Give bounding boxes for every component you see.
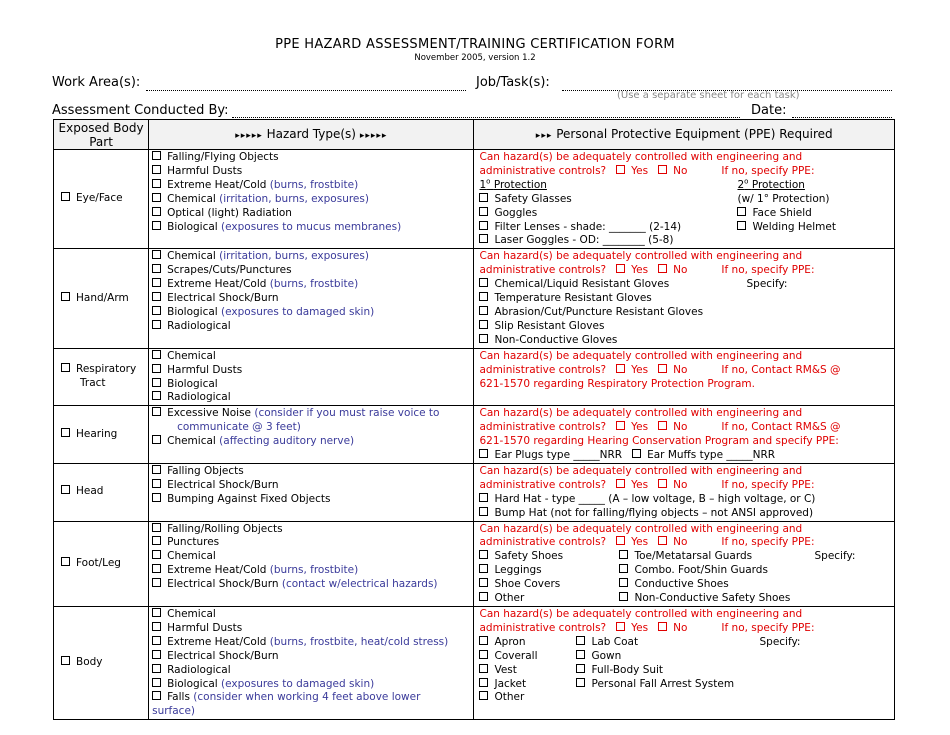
table-row-respiratory xyxy=(54,348,895,406)
hearing-contact-note: 621-1570 regarding Hearing Conservation Program and specify PPE: xyxy=(479,435,839,448)
yes-checkbox[interactable] xyxy=(616,364,625,373)
yes-checkbox[interactable] xyxy=(616,622,625,631)
checkbox[interactable] xyxy=(152,479,161,488)
checkbox[interactable] xyxy=(152,493,161,502)
hazard-list-foot: Falling/Rolling Objects Punctures Chemical Extreme Heat/Cold (burns, frostbite) Electrical Shock/Burn (contact w/electrical hazards) xyxy=(149,521,474,606)
no-checkbox[interactable] xyxy=(658,364,667,373)
checkbox[interactable] xyxy=(61,557,70,566)
checkbox[interactable] xyxy=(632,449,641,458)
secondary-protection-title: 2$^o$ Protection xyxy=(737,177,805,191)
table-row-hand-arm xyxy=(54,249,895,348)
hazard-list-hand: Chemical (irritation, burns, exposures) Scrapes/Cuts/Punctures Extreme Heat/Cold (burns, frostbite) Electrical Shock/Burn Biological (exposures to damaged skin) Radiological xyxy=(149,249,474,348)
engineering-question: Can hazard(s) be adequately controlled with engineering and xyxy=(479,250,803,263)
hazard-list-eye xyxy=(149,150,474,249)
engineering-question: Can hazard(s) be adequately controlled with engineering and xyxy=(479,407,803,420)
checkbox[interactable] xyxy=(61,192,70,201)
yes-checkbox[interactable] xyxy=(616,536,625,545)
ppe-cell-respiratory xyxy=(474,348,895,406)
checkbox[interactable] xyxy=(152,550,161,559)
checkbox[interactable] xyxy=(152,622,161,631)
hazard-list-hearing: Excessive Noise (consider if you must raise voice to communicate @ 3 feet) Chemical (affecting auditory nerve) xyxy=(149,406,474,464)
checkbox[interactable] xyxy=(479,564,488,573)
primary-protection-title: 1$^o$ Protection xyxy=(479,177,547,191)
checkbox[interactable] xyxy=(479,650,488,659)
col-ppe-header: ▸▸▸ Personal Protective Equipment (PPE) Required xyxy=(474,120,895,150)
hazard-item: Falling/Flying Objects xyxy=(152,151,471,165)
ppe-cell-hand: Can hazard(s) be adequately controlled with engineering and administrative controls? Yes No If no, specify PPE: Chemical/Liquid Resistant Gloves Specify: Temperature Resistant Gloves Abrasion/Cut/Puncture Resistant Gloves Slip Resistant Gloves Non-Conductive Gloves xyxy=(474,249,895,348)
checkbox[interactable] xyxy=(152,221,161,230)
checkbox[interactable] xyxy=(479,664,488,673)
work-area-label: Work Area(s): xyxy=(52,75,141,90)
checkbox[interactable] xyxy=(61,485,70,494)
arrow-icons: ▸▸▸▸▸ xyxy=(359,130,388,141)
checkbox[interactable] xyxy=(479,578,488,587)
assessed-by-field[interactable] xyxy=(232,117,740,118)
checkbox[interactable] xyxy=(152,636,161,645)
checkbox[interactable] xyxy=(152,378,161,387)
yes-checkbox[interactable] xyxy=(616,264,625,273)
col-body-part-header: Exposed Body Part xyxy=(54,120,149,150)
table-row-head xyxy=(54,463,895,521)
yes-checkbox[interactable] xyxy=(616,421,625,430)
checkbox[interactable] xyxy=(152,407,161,416)
checkbox[interactable] xyxy=(576,636,585,645)
question-answer-row: administrative controls? Yes No If no, specify PPE: xyxy=(479,478,815,491)
no-checkbox[interactable] xyxy=(658,165,667,174)
checkbox[interactable] xyxy=(152,264,161,273)
respiratory-contact-note: 621-1570 regarding Respiratory Protection Program. xyxy=(479,377,755,390)
checkbox[interactable] xyxy=(152,165,161,174)
checkbox[interactable] xyxy=(576,678,585,687)
checkbox[interactable] xyxy=(152,608,161,617)
checkbox[interactable] xyxy=(152,650,161,659)
date-label: Date: xyxy=(751,103,787,118)
ppe-cell-eye xyxy=(474,150,895,249)
hazard-item: Biological (exposures to mucus membranes) xyxy=(152,221,471,235)
secondary-note: (w/ 1° Protection) xyxy=(737,192,830,205)
checkbox[interactable] xyxy=(619,578,628,587)
checkbox[interactable] xyxy=(152,278,161,287)
hazard-item: Chemical (irritation, burns, exposures) xyxy=(152,193,471,207)
checkbox[interactable] xyxy=(619,592,628,601)
no-checkbox[interactable] xyxy=(658,622,667,631)
checkbox[interactable] xyxy=(619,564,628,573)
checkbox[interactable] xyxy=(619,550,628,559)
checkbox[interactable] xyxy=(479,234,488,243)
checkbox[interactable] xyxy=(479,592,488,601)
ppe-cell-body xyxy=(474,607,895,720)
hazard-note: surface) xyxy=(152,705,196,718)
body-part-eye-face: Eye/Face xyxy=(54,150,149,249)
primary-protection: 1$^o$ Protection Safety Glasses Goggles Filter Lenses - shade: _______ (2-14) Laser Goggles - OD: ________ (5-8) xyxy=(479,179,737,249)
engineering-question: Can hazard(s) be adequately controlled with engineering and xyxy=(479,608,803,620)
checkbox[interactable] xyxy=(737,221,746,230)
checkbox[interactable] xyxy=(479,493,488,502)
body-part-body: Body xyxy=(54,607,149,720)
table-header-row xyxy=(54,120,895,150)
checkbox[interactable] xyxy=(152,364,161,373)
yes-checkbox[interactable] xyxy=(616,479,625,488)
checkbox[interactable] xyxy=(61,292,70,301)
hazard-list-head: Falling Objects Electrical Shock/Burn Bumping Against Fixed Objects xyxy=(149,463,474,521)
checkbox[interactable] xyxy=(479,292,488,301)
checkbox[interactable] xyxy=(152,691,161,700)
job-task-hint: (Use a separate sheet for each task) xyxy=(617,90,800,101)
checkbox[interactable] xyxy=(152,350,161,359)
eye-ppe-grid xyxy=(479,179,892,249)
checkbox[interactable] xyxy=(152,564,161,573)
no-checkbox[interactable] xyxy=(658,536,667,545)
hazard-item: Harmful Dusts xyxy=(152,165,471,179)
specify-label: Specify: xyxy=(746,278,788,291)
ppe-assessment-table xyxy=(53,119,895,720)
checkbox[interactable] xyxy=(479,691,488,700)
hazard-note: communicate @ 3 feet) xyxy=(177,421,301,434)
work-area-field[interactable] xyxy=(146,90,466,91)
job-task-label: Job/Task(s): xyxy=(476,75,550,90)
body-ppe-grid: Apron Coverall Vest Jacket Other Lab Coat Gown Full-Body Suit Personal Fall Arrest System Specify: xyxy=(479,636,892,706)
checkbox[interactable] xyxy=(479,320,488,329)
question-answer-row: administrative controls? Yes No If no, Contact RM&S @ xyxy=(479,421,841,434)
checkbox[interactable] xyxy=(152,320,161,329)
specify-label: Specify: xyxy=(759,635,801,648)
checkbox[interactable] xyxy=(152,193,161,202)
body-part-head: Head xyxy=(54,463,149,521)
checkbox[interactable] xyxy=(61,363,70,372)
question-answer-row: administrative controls? Yes No If no, Contact RM&S @ xyxy=(479,363,841,376)
checkbox[interactable] xyxy=(152,179,161,188)
checkbox[interactable] xyxy=(152,523,161,532)
date-field[interactable] xyxy=(792,117,892,118)
checkbox[interactable] xyxy=(152,678,161,687)
checkbox[interactable] xyxy=(737,207,746,216)
checkbox[interactable] xyxy=(152,306,161,315)
arrow-icons: ▸▸▸ xyxy=(535,130,553,141)
body-part-hearing: Hearing xyxy=(54,406,149,464)
question-answer-row: administrative controls? Yes No If no, specify PPE: xyxy=(479,536,815,549)
checkbox[interactable] xyxy=(61,656,70,665)
checkbox[interactable] xyxy=(479,636,488,645)
table-row-eye-face xyxy=(54,150,895,249)
form-title: PPE HAZARD ASSESSMENT/TRAINING CERTIFICATION FORM xyxy=(275,37,675,52)
checkbox[interactable] xyxy=(576,650,585,659)
checkbox[interactable] xyxy=(152,391,161,400)
checkbox[interactable] xyxy=(479,550,488,559)
checkbox[interactable] xyxy=(479,449,488,458)
table-row-hearing xyxy=(54,406,895,464)
hazard-list-body: Chemical Harmful Dusts Extreme Heat/Cold (burns, frostbite, heat/cold stress) Electrical Shock/Burn Radiological Biological (exposures to damaged skin) Falls (consider when working 4 feet above lower surface) xyxy=(149,607,474,720)
hazard-item: Extreme Heat/Cold (burns, frostbite) xyxy=(152,179,471,193)
engineering-question: Can hazard(s) be adequately controlled with engineering and xyxy=(479,522,803,535)
checkbox[interactable] xyxy=(152,465,161,474)
engineering-question: Can hazard(s) be adequately controlled with engineering and xyxy=(479,349,803,362)
checkbox[interactable] xyxy=(479,507,488,516)
checkbox[interactable] xyxy=(479,306,488,315)
checkbox[interactable] xyxy=(479,221,488,230)
form-version: November 2005, version 1.2 xyxy=(414,53,536,63)
checkbox[interactable] xyxy=(479,678,488,687)
checkbox[interactable] xyxy=(152,207,161,216)
body-part-foot-leg: Foot/Leg xyxy=(54,521,149,606)
question-answer-row: administrative controls? Yes No If no, specify PPE: xyxy=(479,164,815,177)
table-row-foot-leg xyxy=(54,521,895,606)
arrow-icons: ▸▸▸▸▸ xyxy=(235,130,263,141)
engineering-question: Can hazard(s) be adequately controlled with engineering and xyxy=(479,151,803,163)
checkbox[interactable] xyxy=(479,193,488,202)
engineering-question: Can hazard(s) be adequately controlled with engineering and xyxy=(479,464,803,477)
ppe-cell-hearing: Can hazard(s) be adequately controlled with engineering and administrative controls? Yes No If no, Contact RM&S @ 621-1570 regarding Hearing Conservation Program and specify PPE: Ear Plugs type _____NRR Ear Muffs type _____NRR xyxy=(474,406,895,464)
table-row-body xyxy=(54,607,895,720)
no-checkbox[interactable] xyxy=(658,479,667,488)
ppe-cell-head: Can hazard(s) be adequately controlled with engineering and administrative controls? Yes No If no, specify PPE: Hard Hat - type _____ (A – low voltage, B – high voltage, or C) Bump Hat (not for falling/flying objects – not ANSI approved) xyxy=(474,463,895,521)
no-checkbox[interactable] xyxy=(658,264,667,273)
yes-checkbox[interactable] xyxy=(616,165,625,174)
assessed-by-label: Assessment Conducted By: xyxy=(52,103,229,118)
checkbox[interactable] xyxy=(576,664,585,673)
checkbox[interactable] xyxy=(152,292,161,301)
checkbox[interactable] xyxy=(152,250,161,259)
checkbox[interactable] xyxy=(152,536,161,545)
checkbox[interactable] xyxy=(479,334,488,343)
specify-label: Specify: xyxy=(814,550,856,563)
checkbox[interactable] xyxy=(479,207,488,216)
foot-ppe-grid: Safety Shoes Leggings Shoe Covers Other Toe/Metatarsal Guards Combo. Foot/Shin Guards Conductive Shoes Non-Conductive Safety Shoes Specify: xyxy=(479,550,892,606)
question-answer-row: administrative controls? Yes No If no, specify PPE: xyxy=(479,264,815,277)
hazard-item: Optical (light) Radiation xyxy=(152,207,471,221)
checkbox[interactable] xyxy=(152,151,161,160)
secondary-protection: 2$^o$ Protection (w/ 1° Protection) Face Shield Welding Helmet xyxy=(737,177,836,233)
checkbox[interactable] xyxy=(152,578,161,587)
col-hazard-header: ▸▸▸▸▸ Hazard Type(s) ▸▸▸▸▸ xyxy=(149,120,474,150)
checkbox[interactable] xyxy=(152,664,161,673)
checkbox[interactable] xyxy=(152,435,161,444)
hazard-list-respiratory: Chemical Harmful Dusts Biological Radiological xyxy=(149,348,474,406)
checkbox[interactable] xyxy=(61,428,70,437)
body-part-hand-arm: Hand/Arm xyxy=(54,249,149,348)
question-answer-row: administrative controls? Yes No If no, specify PPE: xyxy=(479,621,815,634)
ppe-cell-foot xyxy=(474,521,895,606)
no-checkbox[interactable] xyxy=(658,421,667,430)
body-part-respiratory: Respiratory Tract xyxy=(54,348,149,406)
checkbox[interactable] xyxy=(479,278,488,287)
